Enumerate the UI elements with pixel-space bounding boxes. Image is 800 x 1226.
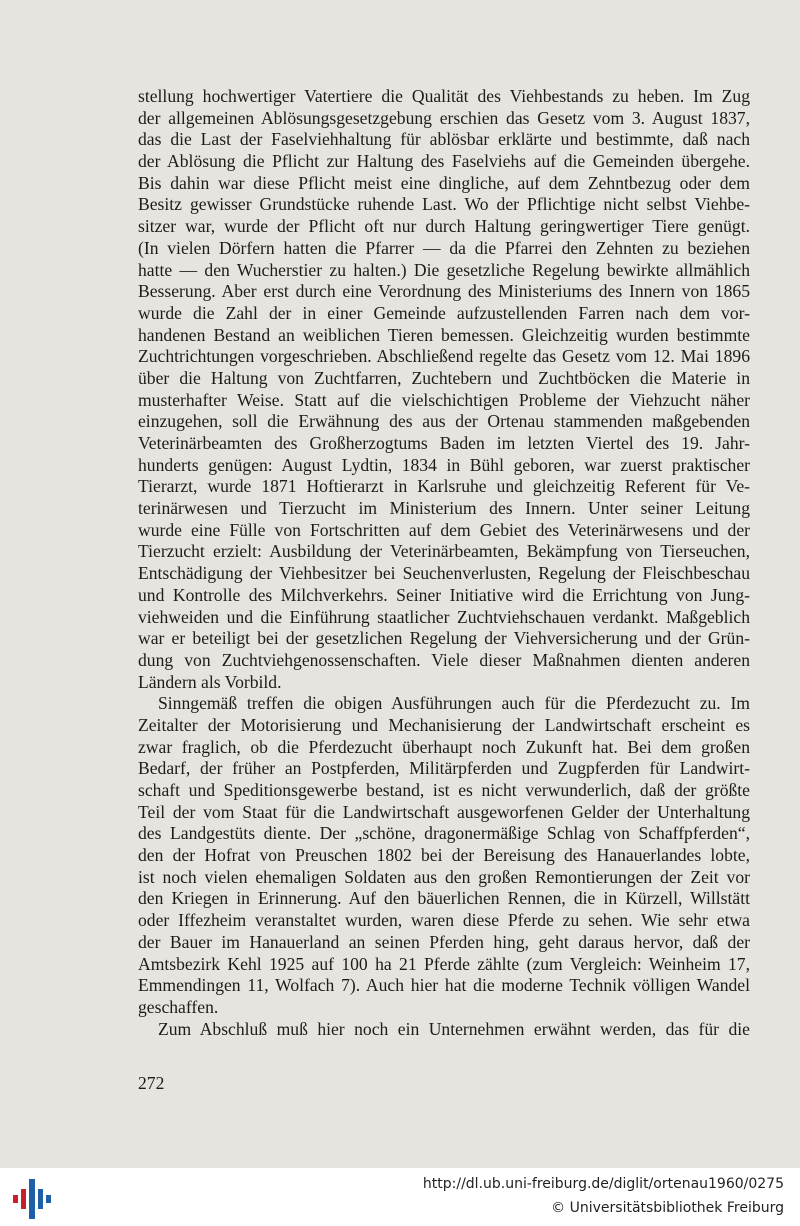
text-line: Tierarzt, wurde 1871 Hoftierarzt in Karlsruhe und gleichzeitig Referent für Ve- (138, 476, 750, 497)
document-url-link[interactable]: http://dl.ub.uni-freiburg.de/diglit/ortenau1960/0275 (422, 1176, 784, 1192)
text-line: stellung hochwertiger Vatertiere die Qualität des Viehbestands zu heben. Im Zug (138, 86, 750, 106)
copyright-notice: © Universitätsbibliothek Freiburg (551, 1200, 784, 1216)
text-line: Emmendingen 11, Wolfach 7). Auch hier hat die moderne Technik völligen Wandel (138, 975, 750, 996)
body-text (138, 86, 750, 1040)
text-line: Zeitalter der Motorisierung und Mechanisierung der Landwirtschaft erscheint es (138, 714, 750, 735)
text-line: der Bauer im Hanauerland an seinen Pferden hing, geht daraus hervor, daß der (138, 931, 750, 952)
viewer-footer (0, 1168, 800, 1226)
text-line: hatte — den Wucherstier zu halten.) Die gesetzliche Regelung bewirkte allmählich (138, 259, 750, 280)
text-line: über die Haltung von Zuchtfarren, Zuchtebern und Zuchtböcken die Materie in (138, 367, 750, 388)
text-line: Tierzucht erzielt: Ausbildung der Veterinärbeamten, Bekämpfung von Tierseuchen, (138, 541, 750, 562)
text-line: wurde die Zahl der in einer Gemeinde aufzustellenden Farren nach dem vor- (138, 302, 750, 323)
text-line: hunderts genügen: August Lydtin, 1834 in Bühl geboren, war zuerst praktischer (138, 454, 750, 475)
text-line: einzugehen, soll die Erwähnung des aus der Ortenau stammenden maßgebenden (138, 411, 750, 432)
text-line: oder Iffezheim veranstaltet wurden, waren diese Pferde zu sehen. Wie sehr etwa (138, 910, 750, 931)
text-line: den der Hofrat von Preuschen 1802 bei der Bereisung des Hanauerlandes lobte, (138, 845, 750, 866)
ub-freiburg-logo-icon (10, 1177, 54, 1221)
text-line: der allgemeinen Ablösungsgesetzgebung erschien das Gesetz vom 3. August 1837, (138, 107, 750, 128)
text-line: das die Last der Faselviehhaltung für ablösbar erklärte und bestimmte, daß nach (138, 129, 750, 150)
text-line: Veterinärbeamten des Großherzogtums Baden im letzten Viertel des 19. Jahr- (138, 433, 750, 453)
text-line: handenen Bestand an weiblichen Tieren bemessen. Gleichzeitig wurden bestimmte (138, 324, 750, 345)
text-line: Bis dahin war diese Pflicht meist eine dingliche, auf dem Zehntbezug oder dem (138, 172, 750, 193)
text-line: viehweiden und die Einführung staatlicher Zuchtviehschauen verdankt. Maßgeblich (138, 606, 750, 627)
page-number: 272 (138, 1073, 165, 1093)
text-line: Sinngemäß treffen die obigen Ausführungen auch für die Pferdezucht zu. Im (158, 693, 750, 714)
text-line: wurde eine Fülle von Fortschritten auf dem Gebiet des Veterinärwesens und der (138, 519, 750, 540)
text-line: Entschädigung der Viehbesitzer bei Seuchenverlusten, Regelung der Fleischbeschau (138, 563, 750, 584)
text-line: ist noch vielen ehemaligen Soldaten aus den großen Remontierungen der Zeit vor (138, 866, 750, 887)
text-line: der Ablösung die Pflicht zur Haltung des Faselviehs auf die Gemeinden übergehe. (138, 151, 750, 172)
text-line: musterhafter Weise. Statt auf die vielschichtigen Probleme der Viehzucht näher (138, 389, 750, 410)
text-line: und Kontrolle des Milchverkehrs. Seiner Initiative wird die Errichtung von Jung- (138, 584, 750, 605)
text-line: schaft und Speditionsgewerbe bestand, ist es nicht verwunderlich, daß der größte (138, 780, 750, 800)
text-line: zwar fraglich, ob die Pferdezucht überhaupt noch Zukunft hat. Bei dem großen (138, 736, 750, 757)
text-line: Zum Abschluß muß hier noch ein Unternehmen erwähnt werden, das für die (158, 1018, 750, 1039)
text-line: geschaffen. (138, 996, 219, 1017)
text-line: dung von Zuchtviehgenossenschaften. Viele dieser Maßnahmen dienten anderen (138, 649, 750, 670)
text-line: terinärwesen und Tierzucht im Ministerium des Innern. Unter seiner Leitung (138, 498, 750, 519)
text-line: (In vielen Dörfern hatten die Pfarrer — da die Pfarrei den Zehnten zu beziehen (138, 237, 750, 258)
text-line: Besitz gewisser Grundstücke ruhende Last. Wo der Pflichtige nicht selbst Viehbe- (138, 194, 750, 215)
text-line: den Kriegen in Erinnerung. Auf den bäuerlichen Rennen, die in Kürzell, Willstätt (138, 888, 750, 909)
text-line: Amtsbezirk Kehl 1925 auf 100 ha 21 Pferde zählte (zum Vergleich: Weinheim 17, (138, 953, 750, 974)
text-line: Bedarf, der früher an Postpferden, Militärpferden und Zugpferden für Landwirt- (138, 758, 750, 779)
text-line: Teil der vom Staat für die Landwirtschaft ausgeworfenen Gelder der Unterhaltung (138, 801, 750, 822)
text-line: des Landgestüts diente. Der „schöne, dragonermäßige Schlag von Schaffpferden“, (138, 823, 750, 844)
text-line: sitzer war, wurde der Pflicht oft nur durch Haltung geringwertiger Tiere genügt. (138, 216, 750, 237)
text-line: Besserung. Aber erst durch eine Verordnung des Ministeriums des Innern von 1865 (138, 281, 750, 302)
text-line: Ländern als Vorbild. (138, 671, 282, 692)
text-line: Zuchtrichtungen vorgeschrieben. Abschließend regelte das Gesetz vom 12. Mai 1896 (138, 346, 750, 367)
text-line: war er beteiligt bei der gesetzlichen Regelung der Viehversicherung und der Grün- (138, 628, 750, 649)
